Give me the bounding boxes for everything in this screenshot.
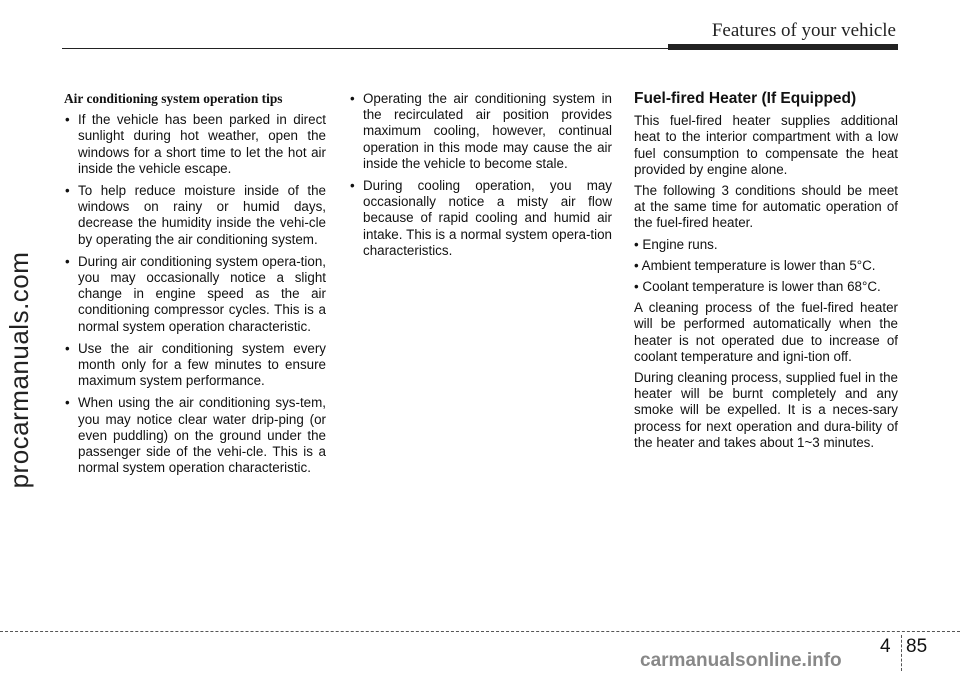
footer-rule — [0, 631, 960, 632]
condition-item: • Engine runs. — [634, 236, 718, 252]
header-title: Features of your vehicle — [711, 20, 896, 41]
column-2 — [349, 91, 612, 265]
cleaning-paragraph: A cleaning process of the fuel-fired heater will be performed automatically when the heater is not operated due to increase of coolant temperature and igni-tion off. — [634, 300, 898, 364]
ac-tip-item: • When using the air conditioning sys-tem, you may notice clear water drip-ping (or even puddling) on the ground under the passenger side of the vehi-cle. This is a normal system operation characteristic. — [64, 395, 326, 476]
fuel-heater-heading: Fuel-fired Heater (If Equipped) — [634, 90, 857, 107]
header-rule-accent — [668, 44, 898, 50]
ac-tip-item: • Use the air conditioning system every month only for a few minutes to ensure maximum system performance. — [64, 341, 326, 390]
ac-tip-item: • During air conditioning system opera-tion, you may occasionally notice a slight change in engine speed as the air conditioning compressor cycles. This is a normal system operation characteristic. — [64, 254, 326, 335]
conditions-intro: The following 3 conditions should be meet at the same time for automatic operation of the fuel-fired heater. — [634, 183, 898, 231]
during-cleaning-paragraph: During cleaning process, supplied fuel in the heater will be burnt completely and any smoke will be expelled. It is a neces-sary process for next operation and dura-bility of the heater and takes about 1~3 minutes. — [634, 370, 898, 450]
ac-tip-item: • During cooling operation, you may occasionally notice a misty air flow because of rapid cooling and humid air intake. This is a normal system opera-tion characteristics. — [349, 178, 612, 259]
column-3 — [634, 91, 898, 456]
condition-item: • Ambient temperature is lower than 5°C. — [634, 257, 876, 273]
side-watermark: procarmanuals.com — [4, 251, 34, 489]
ac-tips-list-continued — [349, 91, 612, 259]
footer-divider — [901, 635, 902, 671]
column-1 — [64, 91, 326, 482]
fuel-heater-intro: This fuel-fired heater supplies additional heat to the interior compartment with a low fuel consumption to compensate the heat provided by engine alone. — [634, 113, 898, 177]
page-number: 85 — [906, 636, 928, 657]
ac-tip-item: • If the vehicle has been parked in direct sunlight during hot weather, open the windows for a short time to let the hot air inside the vehicle escape. — [64, 112, 326, 177]
ac-tips-subheading: Air conditioning system operation tips — [64, 91, 283, 106]
ac-tip-item: • Operating the air conditioning system in the recirculated air position provides maximum cooling, however, continual operation in this mode may cause the air inside the vehicle to become stale. — [349, 91, 612, 172]
ac-tip-item: • To help reduce moisture inside of the windows on rainy or humid days, decrease the humidity inside the vehi-cle by operating the air conditioning system. — [64, 183, 326, 248]
condition-item: • Coolant temperature is lower than 68°C. — [634, 279, 881, 295]
ac-tips-list — [64, 112, 326, 476]
chapter-number: 4 — [880, 636, 891, 657]
footer-watermark: carmanualsonline.info — [640, 650, 842, 671]
